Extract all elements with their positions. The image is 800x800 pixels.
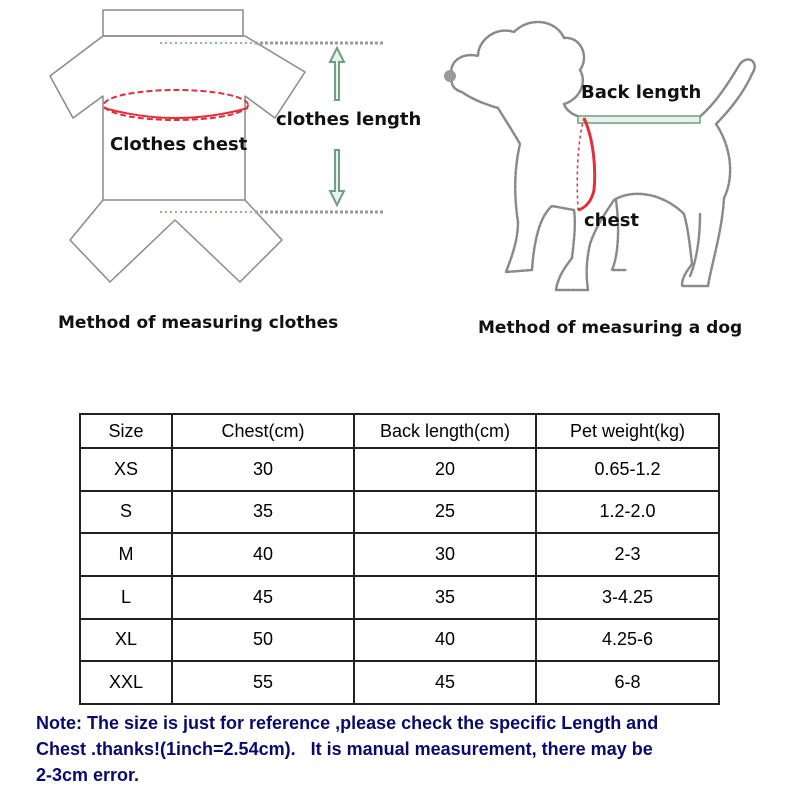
back-length-line	[578, 116, 700, 123]
cell-back-length: 20	[354, 448, 536, 491]
dog-outline	[451, 22, 754, 290]
cell-back-length: 30	[354, 533, 536, 576]
header-pet-weight: Pet weight(kg)	[536, 414, 719, 448]
clothes-collar	[103, 10, 243, 36]
cell-size: M	[80, 533, 172, 576]
clothes-caption: Method of measuring clothes	[58, 313, 339, 333]
dog-nose	[444, 70, 456, 82]
clothes-length-label: clothes length	[276, 109, 422, 130]
size-note	[36, 710, 776, 788]
dog-chest-label: chest	[584, 210, 640, 231]
cell-back-length: 25	[354, 491, 536, 534]
cell-pet-weight: 2-3	[536, 533, 719, 576]
cell-pet-weight: 0.65-1.2	[536, 448, 719, 491]
cell-pet-weight: 3-4.25	[536, 576, 719, 619]
table-row	[80, 661, 719, 704]
dog-caption: Method of measuring a dog	[478, 318, 743, 338]
header-chest: Chest(cm)	[172, 414, 354, 448]
cell-back-length: 35	[354, 576, 536, 619]
cell-chest: 35	[172, 491, 354, 534]
chest-measure-ellipse	[104, 90, 248, 120]
cell-size: XS	[80, 448, 172, 491]
table-row	[80, 448, 719, 491]
cell-chest: 40	[172, 533, 354, 576]
cell-chest: 30	[172, 448, 354, 491]
table-row	[80, 533, 719, 576]
cell-size: S	[80, 491, 172, 534]
cell-size: XXL	[80, 661, 172, 704]
table-row	[80, 619, 719, 662]
cell-back-length: 45	[354, 661, 536, 704]
note-line-1: Note: The size is just for reference ,please check the specific Length and	[36, 713, 659, 733]
dog-chest-loop	[578, 118, 595, 210]
clothes-chest-label: Clothes chest	[110, 134, 248, 155]
header-back-length: Back length(cm)	[354, 414, 536, 448]
cell-back-length: 40	[354, 619, 536, 662]
cell-pet-weight: 4.25-6	[536, 619, 719, 662]
cell-size: XL	[80, 619, 172, 662]
header-size: Size	[80, 414, 172, 448]
cell-chest: 55	[172, 661, 354, 704]
cell-chest: 50	[172, 619, 354, 662]
cell-pet-weight: 1.2-2.0	[536, 491, 719, 534]
table-row	[80, 576, 719, 619]
cell-pet-weight: 6-8	[536, 661, 719, 704]
back-length-label: Back length	[581, 82, 702, 103]
cell-chest: 45	[172, 576, 354, 619]
note-line-3: 2-3cm error.	[36, 765, 140, 785]
table-header-row	[80, 414, 719, 448]
cell-size: L	[80, 576, 172, 619]
note-line-2: Chest .thanks!(1inch=2.54cm). It is manual measurement, there may be	[36, 739, 653, 759]
size-chart-table	[79, 413, 720, 705]
table-row	[80, 491, 719, 534]
